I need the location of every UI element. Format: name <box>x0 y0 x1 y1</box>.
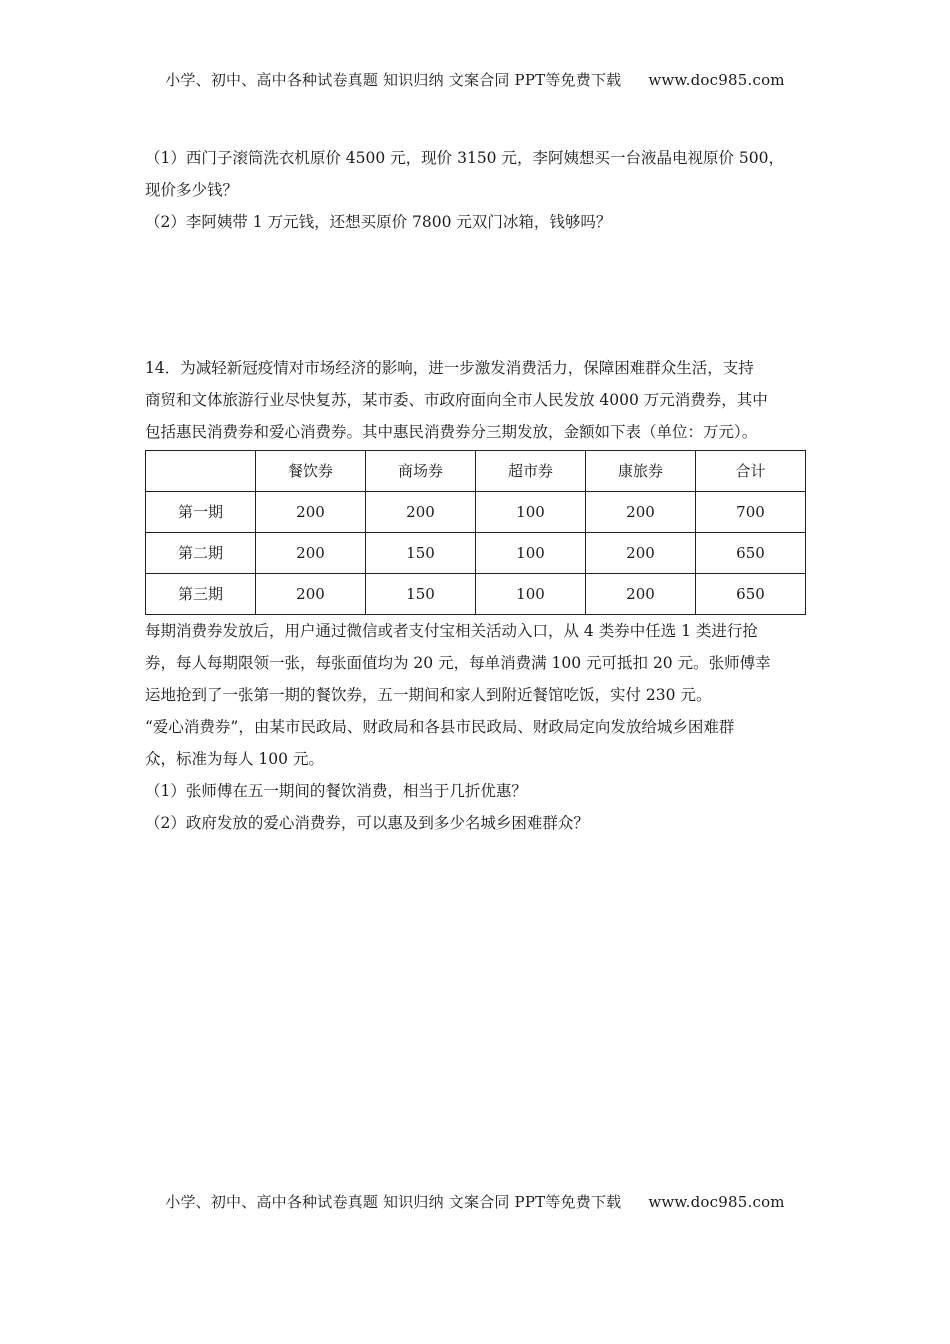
footer-site-link[interactable]: www.doc985.com <box>648 1193 785 1211</box>
table-cell: 100 <box>476 492 586 533</box>
q14-after-5: 众，标准为每人 100 元。 <box>145 750 324 768</box>
header-text: 小学、初中、高中各种试卷真题 知识归纳 文案合同 PPT等免费下载 <box>165 71 622 89</box>
table-cell: 150 <box>366 574 476 615</box>
q13-line-3: （2）李阿姨带 1 万元钱，还想买原价 7800 元双门冰箱，钱够吗？ <box>145 213 612 231</box>
q14-subquestion-2: （2）政府发放的爱心消费券，可以惠及到多少名城乡困难群众？ <box>145 814 589 832</box>
answer-space <box>145 238 815 352</box>
table-header-row <box>146 451 806 492</box>
q14-after-3: 运地抢到了一张第一期的餐饮券，五一期间和家人到附近餐馆吃饭，实付 230 元。 <box>145 686 712 704</box>
q14-intro-3: 包括惠民消费券和爱心消费券。其中惠民消费券分三期发放，金额如下表（单位：万元）。 <box>145 423 758 441</box>
q13-line-2: 现价多少钱？ <box>145 181 239 199</box>
table-cell: 200 <box>256 574 366 615</box>
table-cell: 200 <box>586 574 696 615</box>
table-header-cell <box>146 451 256 492</box>
q14-intro-1: 14．为减轻新冠疫情对市场经济的影响，进一步激发消费活力，保障困难群众生活，支持 <box>145 359 754 377</box>
table-cell: 第一期 <box>146 492 256 533</box>
table-cell: 650 <box>696 574 806 615</box>
q14-after-2: 券，每人每期限领一张，每张面值均为 20 元，每单消费满 100 元可抵扣 20 元。张师傅幸 <box>145 654 771 672</box>
table-cell: 200 <box>256 533 366 574</box>
table-header-cell: 餐饮券 <box>256 451 366 492</box>
table-cell: 100 <box>476 574 586 615</box>
table-cell: 650 <box>696 533 806 574</box>
page-footer <box>0 1191 950 1212</box>
page-header <box>0 69 950 90</box>
table-header-cell: 合计 <box>696 451 806 492</box>
table-cell: 第三期 <box>146 574 256 615</box>
table-header-cell: 商场券 <box>366 451 476 492</box>
header-site-link[interactable]: www.doc985.com <box>648 71 785 89</box>
table-header-cell: 康旅券 <box>586 451 696 492</box>
table-row <box>146 533 806 574</box>
table-cell: 第二期 <box>146 533 256 574</box>
document-content <box>145 142 815 839</box>
footer-text: 小学、初中、高中各种试卷真题 知识归纳 文案合同 PPT等免费下载 <box>165 1193 622 1211</box>
table-row <box>146 492 806 533</box>
table-row <box>146 574 806 615</box>
q13-line-1: （1）西门子滚筒洗衣机原价 4500 元，现价 3150 元，李阿姨想买一台液晶电视原价 500， <box>145 149 784 167</box>
q14-after-1: 每期消费券发放后，用户通过微信或者支付宝相关活动入口，从 4 类券中任选 1 类进行抢 <box>145 622 758 640</box>
table-cell: 100 <box>476 533 586 574</box>
q14-intro-2: 商贸和文体旅游行业尽快复苏，某市委、市政府面向全市人民发放 4000 万元消费券，其中 <box>145 391 768 409</box>
table-header-cell: 超市券 <box>476 451 586 492</box>
table-cell: 700 <box>696 492 806 533</box>
table-cell: 200 <box>586 492 696 533</box>
table-cell: 200 <box>256 492 366 533</box>
q14-after-4: “爱心消费券”，由某市民政局、财政局和各县市民政局、财政局定向发放给城乡困难群 <box>145 718 735 736</box>
q14-subquestion-1: （1）张师傅在五一期间的餐饮消费，相当于几折优惠？ <box>145 782 527 800</box>
table-cell: 200 <box>586 533 696 574</box>
table-cell: 200 <box>366 492 476 533</box>
coupon-table <box>145 450 806 615</box>
table-cell: 150 <box>366 533 476 574</box>
